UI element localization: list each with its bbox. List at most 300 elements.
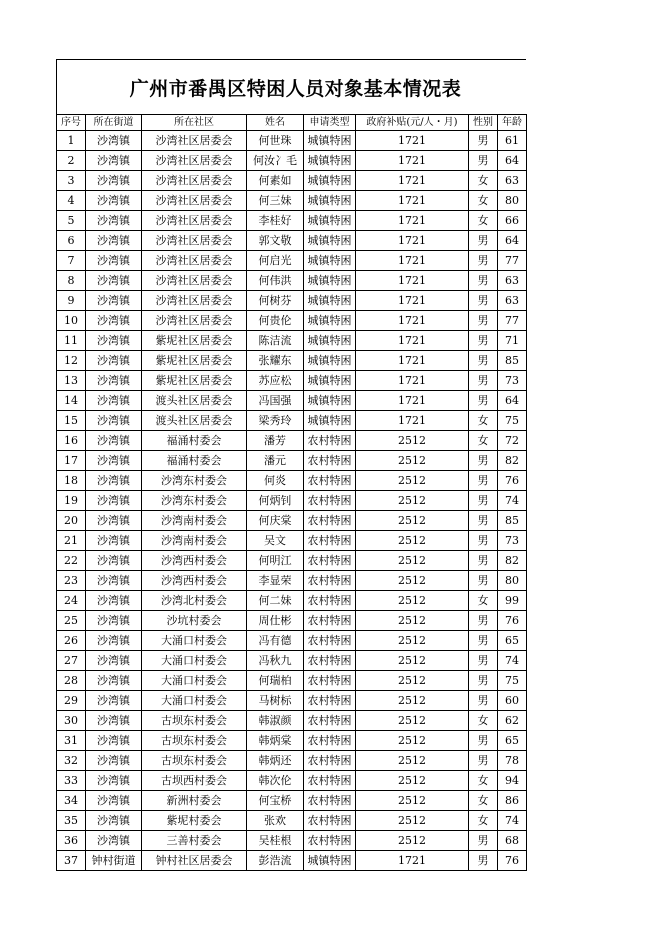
cell-index: 31 xyxy=(57,731,86,751)
table-row xyxy=(57,691,527,711)
header-type: 申请类型 xyxy=(304,115,356,131)
cell-name: 张欢 xyxy=(247,811,304,831)
cell-subsidy: 2512 xyxy=(356,691,469,711)
cell-name: 何汝冫毛 xyxy=(247,151,304,171)
cell-name: 潘元 xyxy=(247,451,304,471)
cell-community: 沙湾西村委会 xyxy=(142,571,247,591)
cell-age: 63 xyxy=(498,271,527,291)
table-row xyxy=(57,351,527,371)
cell-gender: 女 xyxy=(469,191,498,211)
cell-community: 沙湾社区居委会 xyxy=(142,211,247,231)
cell-community: 沙湾北村委会 xyxy=(142,591,247,611)
cell-type: 城镇特困 xyxy=(304,131,356,151)
table-row xyxy=(57,771,527,791)
cell-gender: 男 xyxy=(469,851,498,871)
cell-index: 22 xyxy=(57,551,86,571)
cell-subsidy: 1721 xyxy=(356,351,469,371)
header-subsidy: 政府补贴(元/人・月) xyxy=(356,115,469,131)
cell-age: 77 xyxy=(498,251,527,271)
cell-street: 沙湾镇 xyxy=(86,191,142,211)
header-gender: 性别 xyxy=(469,115,498,131)
table-row xyxy=(57,231,527,251)
table-row xyxy=(57,151,527,171)
cell-subsidy: 1721 xyxy=(356,191,469,211)
cell-street: 沙湾镇 xyxy=(86,651,142,671)
header-index: 序号 xyxy=(57,115,86,131)
cell-street: 沙湾镇 xyxy=(86,691,142,711)
cell-name: 冯秋九 xyxy=(247,651,304,671)
cell-name: 郭文敬 xyxy=(247,231,304,251)
cell-gender: 男 xyxy=(469,231,498,251)
cell-community: 古坝东村委会 xyxy=(142,731,247,751)
cell-gender: 男 xyxy=(469,391,498,411)
table-row xyxy=(57,811,527,831)
cell-community: 福涌村委会 xyxy=(142,451,247,471)
cell-subsidy: 2512 xyxy=(356,711,469,731)
cell-type: 农村特困 xyxy=(304,491,356,511)
cell-index: 23 xyxy=(57,571,86,591)
cell-community: 福涌村委会 xyxy=(142,431,247,451)
cell-name: 何树芬 xyxy=(247,291,304,311)
cell-age: 71 xyxy=(498,331,527,351)
cell-street: 沙湾镇 xyxy=(86,731,142,751)
cell-street: 沙湾镇 xyxy=(86,311,142,331)
cell-gender: 男 xyxy=(469,631,498,651)
cell-name: 何炎 xyxy=(247,471,304,491)
cell-gender: 男 xyxy=(469,651,498,671)
cell-name: 苏应松 xyxy=(247,371,304,391)
cell-age: 80 xyxy=(498,571,527,591)
cell-name: 何明江 xyxy=(247,551,304,571)
cell-gender: 男 xyxy=(469,291,498,311)
cell-age: 60 xyxy=(498,691,527,711)
cell-type: 农村特困 xyxy=(304,731,356,751)
cell-age: 78 xyxy=(498,751,527,771)
table-row xyxy=(57,171,527,191)
table-row xyxy=(57,571,527,591)
cell-type: 农村特困 xyxy=(304,631,356,651)
cell-type: 农村特困 xyxy=(304,431,356,451)
cell-community: 沙湾社区居委会 xyxy=(142,151,247,171)
cell-gender: 女 xyxy=(469,711,498,731)
cell-age: 75 xyxy=(498,411,527,431)
cell-community: 沙湾东村委会 xyxy=(142,471,247,491)
header-community: 所在社区 xyxy=(142,115,247,131)
title-cell xyxy=(56,59,526,114)
cell-age: 85 xyxy=(498,351,527,371)
cell-name: 李桂好 xyxy=(247,211,304,231)
cell-subsidy: 2512 xyxy=(356,571,469,591)
cell-subsidy: 1721 xyxy=(356,171,469,191)
cell-subsidy: 2512 xyxy=(356,591,469,611)
cell-index: 6 xyxy=(57,231,86,251)
cell-type: 城镇特困 xyxy=(304,391,356,411)
cell-name: 周仕彬 xyxy=(247,611,304,631)
cell-name: 韩炳棠 xyxy=(247,731,304,751)
cell-age: 77 xyxy=(498,311,527,331)
cell-gender: 女 xyxy=(469,771,498,791)
cell-type: 农村特困 xyxy=(304,531,356,551)
cell-type: 农村特困 xyxy=(304,671,356,691)
cell-type: 城镇特困 xyxy=(304,151,356,171)
cell-community: 沙湾社区居委会 xyxy=(142,231,247,251)
cell-street: 沙湾镇 xyxy=(86,451,142,471)
table-row xyxy=(57,791,527,811)
cell-subsidy: 2512 xyxy=(356,611,469,631)
cell-street: 沙湾镇 xyxy=(86,431,142,451)
cell-street: 沙湾镇 xyxy=(86,331,142,351)
cell-street: 沙湾镇 xyxy=(86,531,142,551)
cell-type: 城镇特困 xyxy=(304,851,356,871)
cell-gender: 女 xyxy=(469,811,498,831)
cell-index: 4 xyxy=(57,191,86,211)
data-table xyxy=(56,114,527,871)
cell-subsidy: 2512 xyxy=(356,551,469,571)
table-row xyxy=(57,651,527,671)
cell-community: 沙湾南村委会 xyxy=(142,531,247,551)
cell-type: 农村特困 xyxy=(304,711,356,731)
cell-name: 张耀东 xyxy=(247,351,304,371)
cell-street: 钟村街道 xyxy=(86,851,142,871)
cell-community: 大涌口村委会 xyxy=(142,651,247,671)
cell-street: 沙湾镇 xyxy=(86,291,142,311)
cell-street: 沙湾镇 xyxy=(86,751,142,771)
cell-index: 10 xyxy=(57,311,86,331)
cell-name: 梁秀玲 xyxy=(247,411,304,431)
cell-name: 何世珠 xyxy=(247,131,304,151)
cell-age: 73 xyxy=(498,531,527,551)
cell-gender: 女 xyxy=(469,411,498,431)
cell-index: 8 xyxy=(57,271,86,291)
cell-age: 94 xyxy=(498,771,527,791)
table-row xyxy=(57,731,527,751)
cell-age: 63 xyxy=(498,171,527,191)
cell-community: 紫坭村委会 xyxy=(142,811,247,831)
cell-name: 吴文 xyxy=(247,531,304,551)
cell-street: 沙湾镇 xyxy=(86,571,142,591)
cell-name: 何三妹 xyxy=(247,191,304,211)
cell-street: 沙湾镇 xyxy=(86,271,142,291)
cell-name: 何宝桥 xyxy=(247,791,304,811)
table-row xyxy=(57,331,527,351)
cell-street: 沙湾镇 xyxy=(86,611,142,631)
cell-index: 25 xyxy=(57,611,86,631)
cell-community: 大涌口村委会 xyxy=(142,671,247,691)
table-row xyxy=(57,751,527,771)
cell-street: 沙湾镇 xyxy=(86,171,142,191)
cell-community: 沙湾社区居委会 xyxy=(142,251,247,271)
cell-subsidy: 2512 xyxy=(356,431,469,451)
cell-type: 农村特困 xyxy=(304,811,356,831)
cell-subsidy: 1721 xyxy=(356,211,469,231)
cell-age: 75 xyxy=(498,671,527,691)
cell-name: 何启光 xyxy=(247,251,304,271)
cell-gender: 男 xyxy=(469,611,498,631)
cell-subsidy: 1721 xyxy=(356,331,469,351)
cell-community: 紫坭社区居委会 xyxy=(142,351,247,371)
cell-age: 64 xyxy=(498,151,527,171)
cell-age: 74 xyxy=(498,491,527,511)
cell-subsidy: 2512 xyxy=(356,511,469,531)
cell-gender: 男 xyxy=(469,571,498,591)
cell-gender: 女 xyxy=(469,791,498,811)
cell-subsidy: 1721 xyxy=(356,311,469,331)
table-row xyxy=(57,311,527,331)
page-title: 广州市番禺区特困人员对象基本情况表 xyxy=(129,77,462,100)
cell-age: 76 xyxy=(498,611,527,631)
cell-gender: 女 xyxy=(469,211,498,231)
cell-age: 74 xyxy=(498,651,527,671)
cell-index: 19 xyxy=(57,491,86,511)
cell-age: 62 xyxy=(498,711,527,731)
cell-age: 65 xyxy=(498,731,527,751)
cell-subsidy: 2512 xyxy=(356,731,469,751)
cell-subsidy: 1721 xyxy=(356,371,469,391)
cell-community: 渡头社区居委会 xyxy=(142,391,247,411)
cell-street: 沙湾镇 xyxy=(86,471,142,491)
cell-type: 城镇特困 xyxy=(304,411,356,431)
table-row xyxy=(57,391,527,411)
cell-name: 何贵伦 xyxy=(247,311,304,331)
cell-type: 城镇特困 xyxy=(304,331,356,351)
cell-street: 沙湾镇 xyxy=(86,671,142,691)
cell-subsidy: 1721 xyxy=(356,291,469,311)
cell-gender: 男 xyxy=(469,331,498,351)
cell-name: 何二妹 xyxy=(247,591,304,611)
cell-index: 21 xyxy=(57,531,86,551)
cell-gender: 男 xyxy=(469,831,498,851)
cell-community: 古坝东村委会 xyxy=(142,711,247,731)
cell-index: 14 xyxy=(57,391,86,411)
cell-subsidy: 1721 xyxy=(356,131,469,151)
cell-gender: 男 xyxy=(469,351,498,371)
cell-street: 沙湾镇 xyxy=(86,131,142,151)
cell-index: 27 xyxy=(57,651,86,671)
header-street: 所在街道 xyxy=(86,115,142,131)
cell-street: 沙湾镇 xyxy=(86,511,142,531)
cell-type: 城镇特困 xyxy=(304,191,356,211)
cell-type: 农村特困 xyxy=(304,591,356,611)
cell-index: 35 xyxy=(57,811,86,831)
cell-index: 24 xyxy=(57,591,86,611)
table-row xyxy=(57,591,527,611)
cell-index: 5 xyxy=(57,211,86,231)
cell-type: 农村特困 xyxy=(304,651,356,671)
cell-subsidy: 1721 xyxy=(356,411,469,431)
cell-street: 沙湾镇 xyxy=(86,811,142,831)
cell-subsidy: 1721 xyxy=(356,271,469,291)
cell-community: 紫坭社区居委会 xyxy=(142,331,247,351)
cell-name: 韩炳还 xyxy=(247,751,304,771)
cell-name: 陈洁流 xyxy=(247,331,304,351)
cell-community: 大涌口村委会 xyxy=(142,691,247,711)
cell-index: 36 xyxy=(57,831,86,851)
cell-gender: 男 xyxy=(469,531,498,551)
cell-index: 34 xyxy=(57,791,86,811)
cell-street: 沙湾镇 xyxy=(86,491,142,511)
cell-type: 农村特困 xyxy=(304,451,356,471)
cell-age: 61 xyxy=(498,131,527,151)
table-row xyxy=(57,191,527,211)
table-row xyxy=(57,451,527,471)
cell-index: 32 xyxy=(57,751,86,771)
table-row xyxy=(57,531,527,551)
cell-subsidy: 2512 xyxy=(356,651,469,671)
cell-gender: 男 xyxy=(469,271,498,291)
cell-index: 26 xyxy=(57,631,86,651)
cell-subsidy: 2512 xyxy=(356,791,469,811)
cell-age: 68 xyxy=(498,831,527,851)
header-row xyxy=(57,115,527,131)
cell-subsidy: 2512 xyxy=(356,671,469,691)
cell-community: 三善村委会 xyxy=(142,831,247,851)
table-row xyxy=(57,851,527,871)
table-row xyxy=(57,251,527,271)
cell-community: 钟村社区居委会 xyxy=(142,851,247,871)
cell-subsidy: 2512 xyxy=(356,811,469,831)
cell-community: 沙湾社区居委会 xyxy=(142,271,247,291)
cell-subsidy: 2512 xyxy=(356,771,469,791)
cell-age: 74 xyxy=(498,811,527,831)
table-row xyxy=(57,471,527,491)
cell-community: 沙湾西村委会 xyxy=(142,551,247,571)
table-row xyxy=(57,291,527,311)
cell-type: 农村特困 xyxy=(304,571,356,591)
cell-age: 82 xyxy=(498,551,527,571)
cell-gender: 男 xyxy=(469,551,498,571)
cell-type: 农村特困 xyxy=(304,691,356,711)
cell-age: 86 xyxy=(498,791,527,811)
cell-type: 农村特困 xyxy=(304,831,356,851)
cell-street: 沙湾镇 xyxy=(86,771,142,791)
table-row xyxy=(57,551,527,571)
cell-age: 63 xyxy=(498,291,527,311)
table-row xyxy=(57,431,527,451)
cell-subsidy: 2512 xyxy=(356,831,469,851)
cell-street: 沙湾镇 xyxy=(86,411,142,431)
cell-name: 马树标 xyxy=(247,691,304,711)
cell-community: 沙湾南村委会 xyxy=(142,511,247,531)
cell-age: 80 xyxy=(498,191,527,211)
table-row xyxy=(57,831,527,851)
cell-name: 吴桂根 xyxy=(247,831,304,851)
cell-name: 何瑞柏 xyxy=(247,671,304,691)
cell-name: 韩淑颜 xyxy=(247,711,304,731)
cell-name: 何炳钊 xyxy=(247,491,304,511)
cell-index: 28 xyxy=(57,671,86,691)
cell-gender: 男 xyxy=(469,511,498,531)
cell-type: 城镇特困 xyxy=(304,211,356,231)
cell-community: 沙湾社区居委会 xyxy=(142,171,247,191)
cell-community: 沙湾社区居委会 xyxy=(142,131,247,151)
cell-age: 99 xyxy=(498,591,527,611)
cell-subsidy: 1721 xyxy=(356,251,469,271)
cell-name: 何庆棠 xyxy=(247,511,304,531)
cell-street: 沙湾镇 xyxy=(86,371,142,391)
cell-name: 彭浩流 xyxy=(247,851,304,871)
cell-community: 沙湾东村委会 xyxy=(142,491,247,511)
header-name: 姓名 xyxy=(247,115,304,131)
cell-age: 64 xyxy=(498,391,527,411)
cell-gender: 男 xyxy=(469,691,498,711)
cell-gender: 男 xyxy=(469,251,498,271)
cell-age: 66 xyxy=(498,211,527,231)
cell-subsidy: 1721 xyxy=(356,391,469,411)
cell-name: 何伟洪 xyxy=(247,271,304,291)
cell-type: 城镇特困 xyxy=(304,351,356,371)
cell-name: 何素如 xyxy=(247,171,304,191)
cell-index: 15 xyxy=(57,411,86,431)
cell-type: 农村特困 xyxy=(304,511,356,531)
table-row xyxy=(57,211,527,231)
cell-community: 沙湾社区居委会 xyxy=(142,311,247,331)
cell-community: 新洲村委会 xyxy=(142,791,247,811)
cell-index: 29 xyxy=(57,691,86,711)
cell-type: 城镇特困 xyxy=(304,231,356,251)
cell-community: 渡头社区居委会 xyxy=(142,411,247,431)
cell-index: 9 xyxy=(57,291,86,311)
cell-index: 3 xyxy=(57,171,86,191)
cell-age: 82 xyxy=(498,451,527,471)
cell-street: 沙湾镇 xyxy=(86,551,142,571)
cell-community: 沙坑村委会 xyxy=(142,611,247,631)
cell-name: 韩次伦 xyxy=(247,771,304,791)
cell-age: 65 xyxy=(498,631,527,651)
cell-index: 2 xyxy=(57,151,86,171)
cell-subsidy: 2512 xyxy=(356,451,469,471)
table-row xyxy=(57,271,527,291)
cell-street: 沙湾镇 xyxy=(86,591,142,611)
table-row xyxy=(57,131,527,151)
header-age: 年龄 xyxy=(498,115,527,131)
cell-index: 30 xyxy=(57,711,86,731)
cell-gender: 女 xyxy=(469,431,498,451)
cell-community: 沙湾社区居委会 xyxy=(142,191,247,211)
cell-street: 沙湾镇 xyxy=(86,211,142,231)
cell-subsidy: 2512 xyxy=(356,751,469,771)
cell-street: 沙湾镇 xyxy=(86,631,142,651)
cell-age: 73 xyxy=(498,371,527,391)
cell-gender: 男 xyxy=(469,751,498,771)
cell-type: 农村特困 xyxy=(304,751,356,771)
cell-age: 76 xyxy=(498,851,527,871)
cell-type: 农村特困 xyxy=(304,551,356,571)
cell-subsidy: 1721 xyxy=(356,851,469,871)
cell-community: 大涌口村委会 xyxy=(142,631,247,651)
cell-index: 11 xyxy=(57,331,86,351)
cell-street: 沙湾镇 xyxy=(86,711,142,731)
table-row xyxy=(57,711,527,731)
cell-type: 城镇特困 xyxy=(304,251,356,271)
cell-type: 农村特困 xyxy=(304,471,356,491)
cell-index: 37 xyxy=(57,851,86,871)
cell-gender: 男 xyxy=(469,131,498,151)
cell-subsidy: 2512 xyxy=(356,631,469,651)
cell-type: 农村特困 xyxy=(304,611,356,631)
cell-subsidy: 2512 xyxy=(356,531,469,551)
table-row xyxy=(57,631,527,651)
cell-community: 沙湾社区居委会 xyxy=(142,291,247,311)
cell-street: 沙湾镇 xyxy=(86,151,142,171)
cell-gender: 男 xyxy=(469,451,498,471)
cell-index: 18 xyxy=(57,471,86,491)
cell-type: 农村特困 xyxy=(304,771,356,791)
table-row xyxy=(57,371,527,391)
cell-gender: 男 xyxy=(469,151,498,171)
cell-gender: 男 xyxy=(469,311,498,331)
cell-street: 沙湾镇 xyxy=(86,831,142,851)
table-row xyxy=(57,611,527,631)
